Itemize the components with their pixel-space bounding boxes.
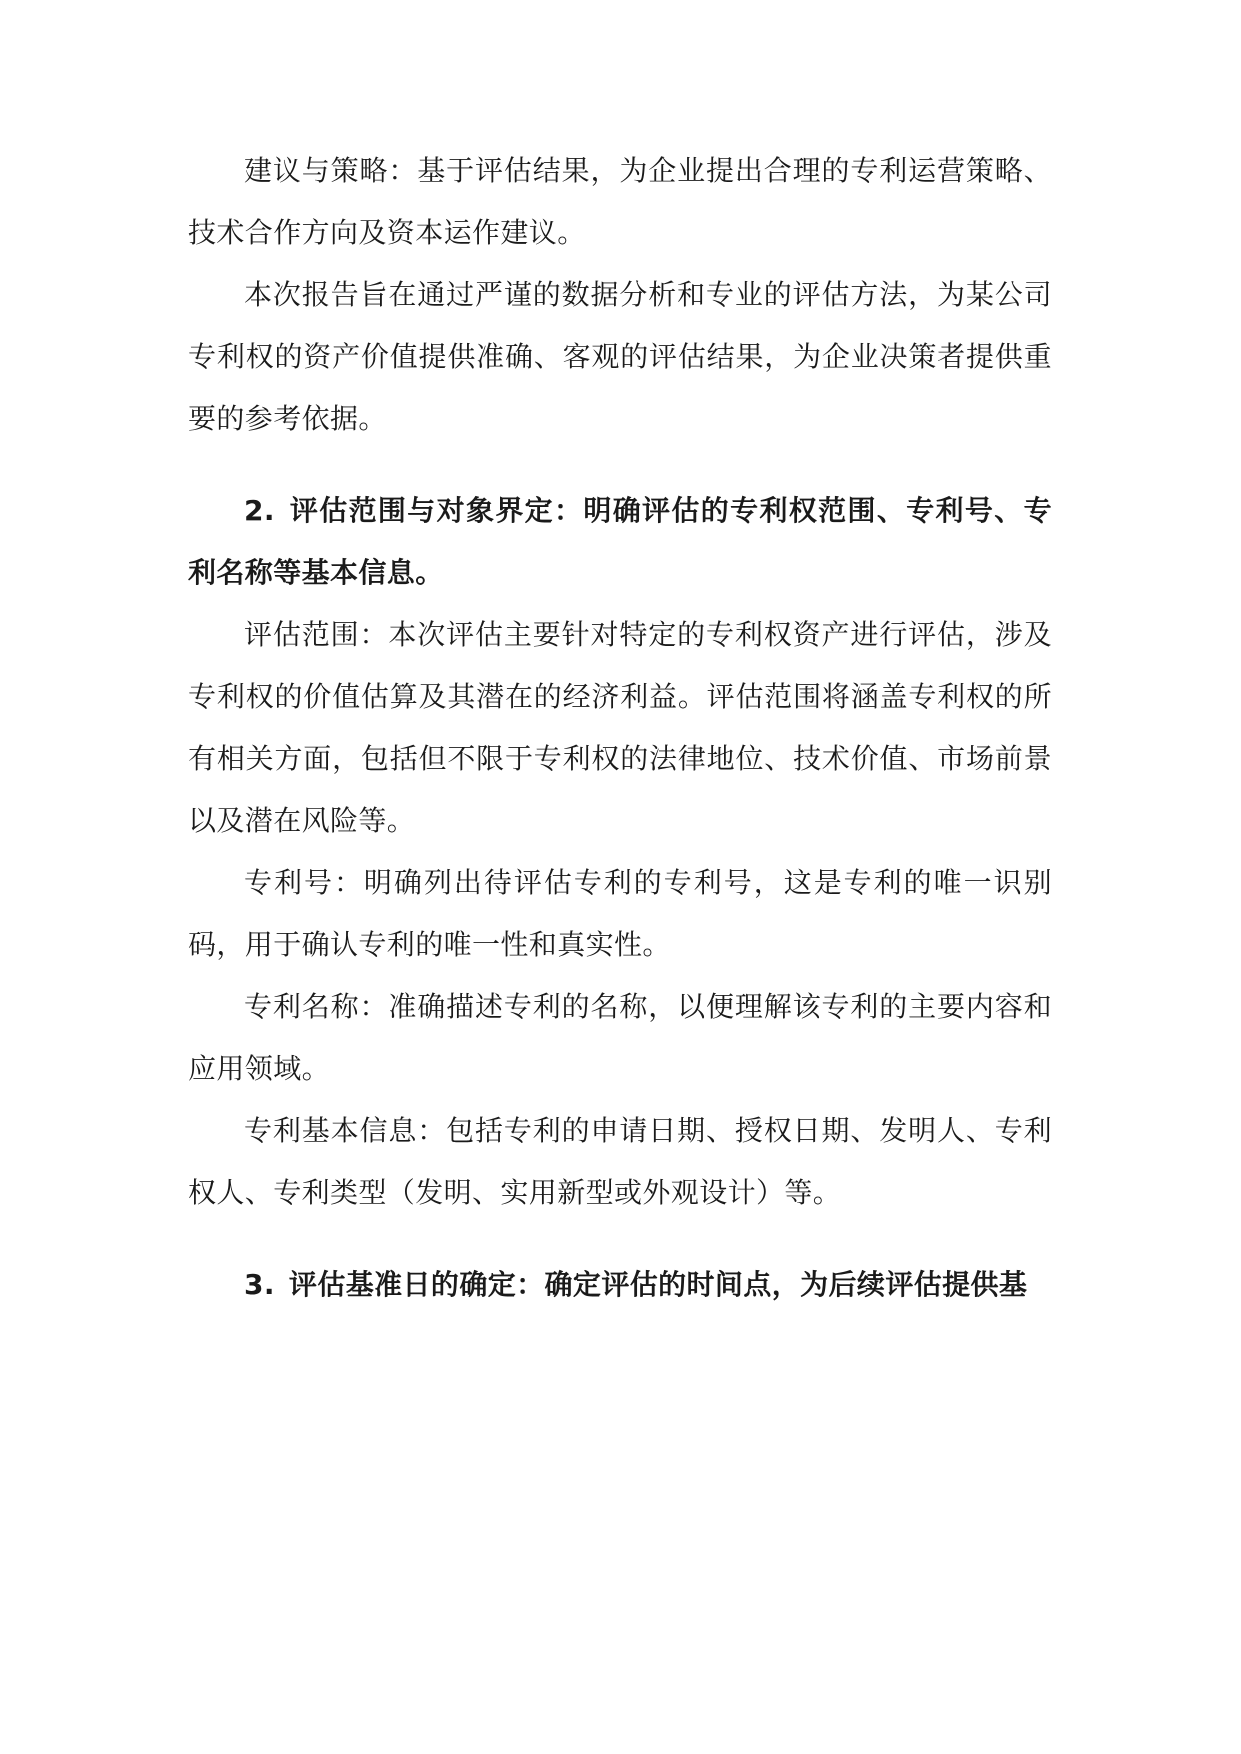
document-body — [188, 140, 1052, 1316]
paragraph-suggestions: 建议与策略：基于评估结果，为企业提出合理的专利运营策略、技术合作方向及资本运作建议。 — [188, 154, 1052, 249]
section-2-number: 2. — [244, 494, 275, 527]
section-3-number: 3. — [244, 1268, 275, 1301]
section-3-title: 评估基准日的确定：确定评估的时间点，为后续评估提供基 — [288, 1268, 1028, 1301]
section-2-title: 评估范围与对象界定：明确评估的专利权范围、专利号、专利名称等基本信息。 — [188, 494, 1052, 589]
paragraph-report-purpose: 本次报告旨在通过严谨的数据分析和专业的评估方法，为某公司专利权的资产价值提供准确、客观的评估结果，为企业决策者提供重要的参考依据。 — [188, 278, 1052, 435]
section-2-heading — [188, 480, 1052, 604]
paragraph-patent-basic-info: 专利基本信息：包括专利的申请日期、授权日期、发明人、专利权人、专利类型（发明、实用新型或外观设计）等。 — [188, 1114, 1052, 1209]
paragraph-scope: 评估范围：本次评估主要针对特定的专利权资产进行评估，涉及专利权的价值估算及其潜在的经济利益。评估范围将涵盖专利权的所有相关方面，包括但不限于专利权的法律地位、技术价值、市场前景以及潜在风险等。 — [188, 618, 1052, 837]
section-3-heading — [188, 1254, 1052, 1316]
paragraph-patent-name: 专利名称：准确描述专利的名称，以便理解该专利的主要内容和应用领域。 — [188, 990, 1052, 1085]
paragraph-patent-number: 专利号：明确列出待评估专利的专利号，这是专利的唯一识别码，用于确认专利的唯一性和真实性。 — [188, 866, 1052, 961]
